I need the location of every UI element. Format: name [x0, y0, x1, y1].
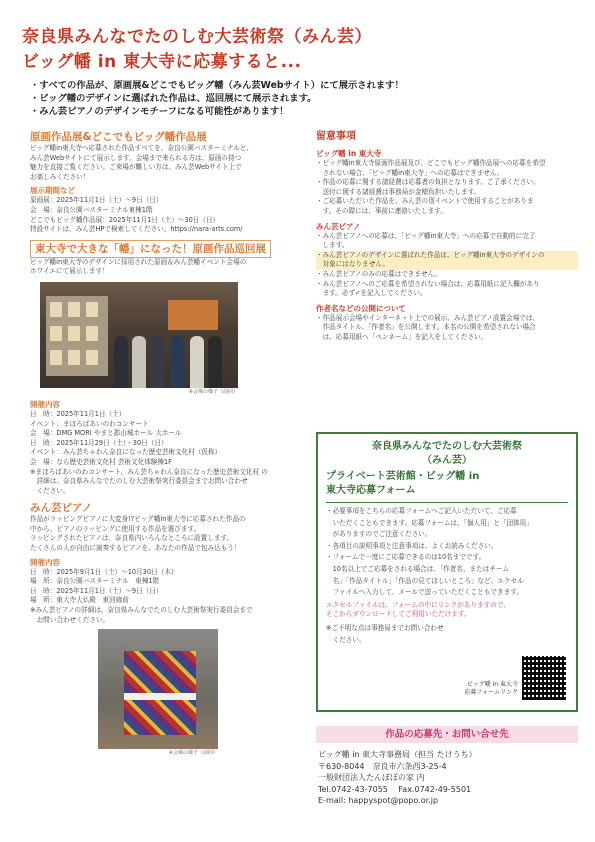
body-line: お楽しみください！ [30, 172, 90, 181]
form-divider [326, 502, 568, 503]
benefit-item: ・みん芸ピアノのデザインモチーフになる可能性があります！ [30, 106, 289, 117]
note-line: されない場合、「ビッグ幡in東大寺」への応募はできません。 [316, 168, 504, 177]
notes-sub-publish: 作者名などの公開について [316, 303, 406, 313]
left-column [30, 130, 292, 757]
form-title-2: プライベート芸術館・ビッグ幡 in [326, 471, 480, 482]
body-line: ビッグ幡in東大寺へ応募された作品すべてを、奈良公園バスターミナルと、 [30, 144, 253, 152]
form-note-line: いただくこともできます。応募フォームは、「個人用」と「団体用」 [326, 518, 533, 527]
exhibition-photo [40, 282, 238, 388]
form-note-line: ファイルへ入力して、メールで送っていただくこともできます。 [326, 588, 523, 597]
body-line: ホワイエにて展示します！ [30, 267, 109, 276]
notes-heading: 留意事項 [316, 131, 356, 142]
form-contact-note: ※ご不明な点は事務局までお問い合わせ [326, 623, 444, 632]
event-line: 場 所：東大寺大仏殿 東回廊前 [30, 596, 129, 605]
event-line: ください。 [30, 486, 70, 495]
note-line: ・みん芸ピアノのみの応募はできません。 [316, 269, 442, 278]
note-line: 対象にはなりません。 [316, 260, 389, 269]
qr-code[interactable] [522, 656, 566, 700]
excel-note-line: そこからダウンロードしてご利用いただけます。 [326, 610, 471, 619]
note-line: ・みん芸ピアノへの応募は、「ビッグ幡in東大寺」への応募で自動的に完了 [316, 231, 536, 240]
section-heading-exhibition: 原画作品展&どこでもビッグ幡作品展 [30, 131, 207, 143]
note-line: ・作品展示会場やインターネット上での展示、みん芸ピアノ設置会場では、 [316, 313, 540, 322]
photo-caption: ※会場の様子（前回） [188, 388, 238, 395]
form-contact-note: ください。 [326, 635, 366, 644]
contact-heading: 作品の応募先・お問い合せ先 [316, 726, 578, 743]
benefit-item: ・すべての作品が、原画展&どこでもビッグ幡（みん芸Webサイト）にて展示されます！ [30, 80, 404, 91]
piano-photo [98, 629, 218, 749]
note-line: します。 [316, 241, 349, 250]
period-line: 原画展：2025年11月1日（土）〜9日（日） [30, 196, 163, 205]
section-heading-piano: みん芸ピアノ [30, 502, 93, 515]
note-line: ・みん芸ピアノへのご応募を希望されない場合は、応募用紙に記入欄があり [316, 279, 540, 288]
note-line: す。その際には、事前に連絡いたします。 [316, 206, 447, 215]
event-line: 会 場：DMG MORI やまと郡山城ホール 大ホール [30, 429, 182, 438]
form-note-line: ・各項目の説明事項と注意事項は、よくお読みください。 [326, 541, 498, 550]
note-line: 作品タイトル、「作者名」を公開します。本名の公開を希望されない場合 [316, 323, 536, 332]
body-line: ビッグ幡in東大寺のデザインに採用された原画＆みん芸幡イベント会場の [30, 257, 247, 266]
body-line: 作品がラッピングピアノに大変身!?ビッグ幡in東大寺に応募された作品の [30, 515, 246, 524]
contact-block [318, 749, 580, 807]
form-title-3: 東大寺応募フォーム [326, 485, 416, 496]
body-line: みん芸Webサイトにて展示します。会場まで来られる方は、原画の持つ [30, 153, 242, 162]
event-line: イベント：みん芸ちゃわん奈良になった歴史芸術文化村（仮称） [30, 448, 222, 457]
contact-line: 一般財団法人たんぽぽの家 内 [318, 773, 425, 783]
body-line: 中から、ピアノのラッピングに使用する作品を選びます。 [30, 524, 201, 533]
event-line: 日 時：2025年11月1日（土） [30, 409, 126, 418]
event-line: 会 場：なら歴史芸術文化村 芸術文化体験棟1F [30, 457, 172, 466]
event-line: ※まほろばあいのわコンサート、みん芸ちゃわん奈良になった歴史芸術文化村 の [30, 467, 268, 476]
excel-note [326, 601, 568, 620]
notes-sub-bigban: ビッグ幡 in 東大寺 [316, 149, 382, 158]
body-line: 魅力を直接ご覧ください。ご来場が難しい方は、みん芸Webサイト上で [30, 163, 242, 172]
right-column [316, 130, 578, 343]
event-line: 場 所：奈良公園バスターミナル 東棟1階 [30, 577, 160, 586]
section-heading-touring: 東大寺で大きな「幡」になった！原画作品巡回展 [30, 240, 271, 258]
period-line: 会 場：奈良公園バスターミナル東棟1階 [30, 205, 153, 214]
form-note-line: ・フォームで一度にご応募できるのは10名までです。 [326, 553, 486, 562]
contact-line: ビッグ幡 in 東大寺事務局（担当 たけうち） [318, 750, 477, 759]
note-line: 送付に関する諸経費は事務局が金額負担いたします。 [316, 187, 481, 196]
highlighted-note [316, 251, 578, 270]
note-line: は、応募用紙へ「ペンネーム」を記入をしてください。 [316, 332, 488, 341]
body-line: ラッピングされたピアノは、奈良県内いろんなところに設置します。 [30, 534, 234, 543]
form-title-sub: （みん芸） [422, 455, 472, 466]
application-form-box [316, 432, 578, 712]
site-note: 特設サイトは、みん芸HPで検索してください。https://nara-arts.com/ [30, 225, 243, 234]
form-note-line: 名」「作品タイトル」「作品の見てほしいところ」など、エクセル [326, 576, 524, 585]
qr-label [464, 681, 518, 697]
event-line: ※みん芸ピアノの詳細は、奈良県みんなでたのしむ大芸術祭実行委員会まで [30, 606, 253, 615]
event-line: 日 時：2025年11月29日（土）・30日（日） [30, 438, 168, 447]
exhibition-body [30, 144, 292, 182]
contact-line: Tel.0742-43-7055 Fax.0742-49-5501 [318, 784, 472, 794]
note-line: ます。必ず✓を記入してください。 [316, 289, 427, 298]
contact-line: 〒630-8044 奈良市六条西3-25-4 [318, 761, 447, 771]
period-label: 展示期間など [30, 186, 75, 196]
note-line: ・ビッグ幡in東大寺原画作品展及び、どこでもビッグ幡作品展への応募を希望 [316, 159, 546, 167]
event-label: 開催内容 [30, 557, 60, 567]
form-note-line: がありますのでご注意ください。 [326, 530, 432, 539]
page-title-line1: 奈良県みんなでたのしむ大芸術祭（みん芸） [22, 27, 372, 47]
qr-label-line: ビッグ幡 in 東大寺 [466, 681, 518, 688]
event-line: 日 時：2025年9月1日（土）〜10月30日（木） [30, 567, 178, 576]
benefit-item: ・ビッグ幡のデザインに選ばれた作品は、巡回展にて展示されます。 [30, 93, 317, 104]
qr-label-line: 応募フォームリンク [464, 689, 518, 696]
event-line: イベント：まほろばあいのわコンサート [30, 419, 149, 428]
notes-sub-piano: みん芸ピアノ [316, 221, 361, 231]
excel-note-line: エクセルファイルは、フォームの中にリンクがありますので、 [326, 600, 510, 609]
page-title-line2: ビッグ幡 in 東大寺に応募すると... [22, 52, 302, 72]
benefit-list [30, 79, 570, 118]
event-line: 日 時：2025年11月1日（土）〜9日（日） [30, 586, 163, 595]
note-line: ・みん芸ピアノのデザインに選ばれた作品は、ビッグ幡in東大寺のデザインの [316, 250, 545, 259]
photo-caption: ※会場の様子（前回） [168, 750, 218, 757]
note-line: ・ご応募いただいた作品を、みん芸の別イベントで使用することがありま [316, 197, 534, 206]
body-line: たくさんの人が自由に演奏するピアノを、あなたの作品で包み込もう！ [30, 544, 241, 553]
form-title: 奈良県みんなでたのしむ大芸術祭 [372, 441, 522, 452]
form-note-line: 10名以上でご応募をされる場合は、「作者名、またはチーム [326, 564, 510, 573]
contact-email[interactable]: E-mail: happyspot@popo.or.jp [318, 796, 439, 806]
event-label: 開催内容 [30, 399, 60, 409]
event-line: 詳細は、奈良県みんなでたのしむ大芸術祭実行委員会までお問い合わせ [30, 477, 248, 486]
note-line: ・作品の応募に関する諸経費は応募者の負担となります。ご了承ください。 [316, 178, 540, 187]
period-line: どこでもビッグ幡作品展：2025年11月1日（土）〜30日（日） [30, 215, 220, 224]
event-line: お問い合わせください。 [30, 615, 110, 624]
form-note-line: ・必要事項をこちらの応募フォームへご記入いただいて、ご応募 [326, 507, 517, 515]
